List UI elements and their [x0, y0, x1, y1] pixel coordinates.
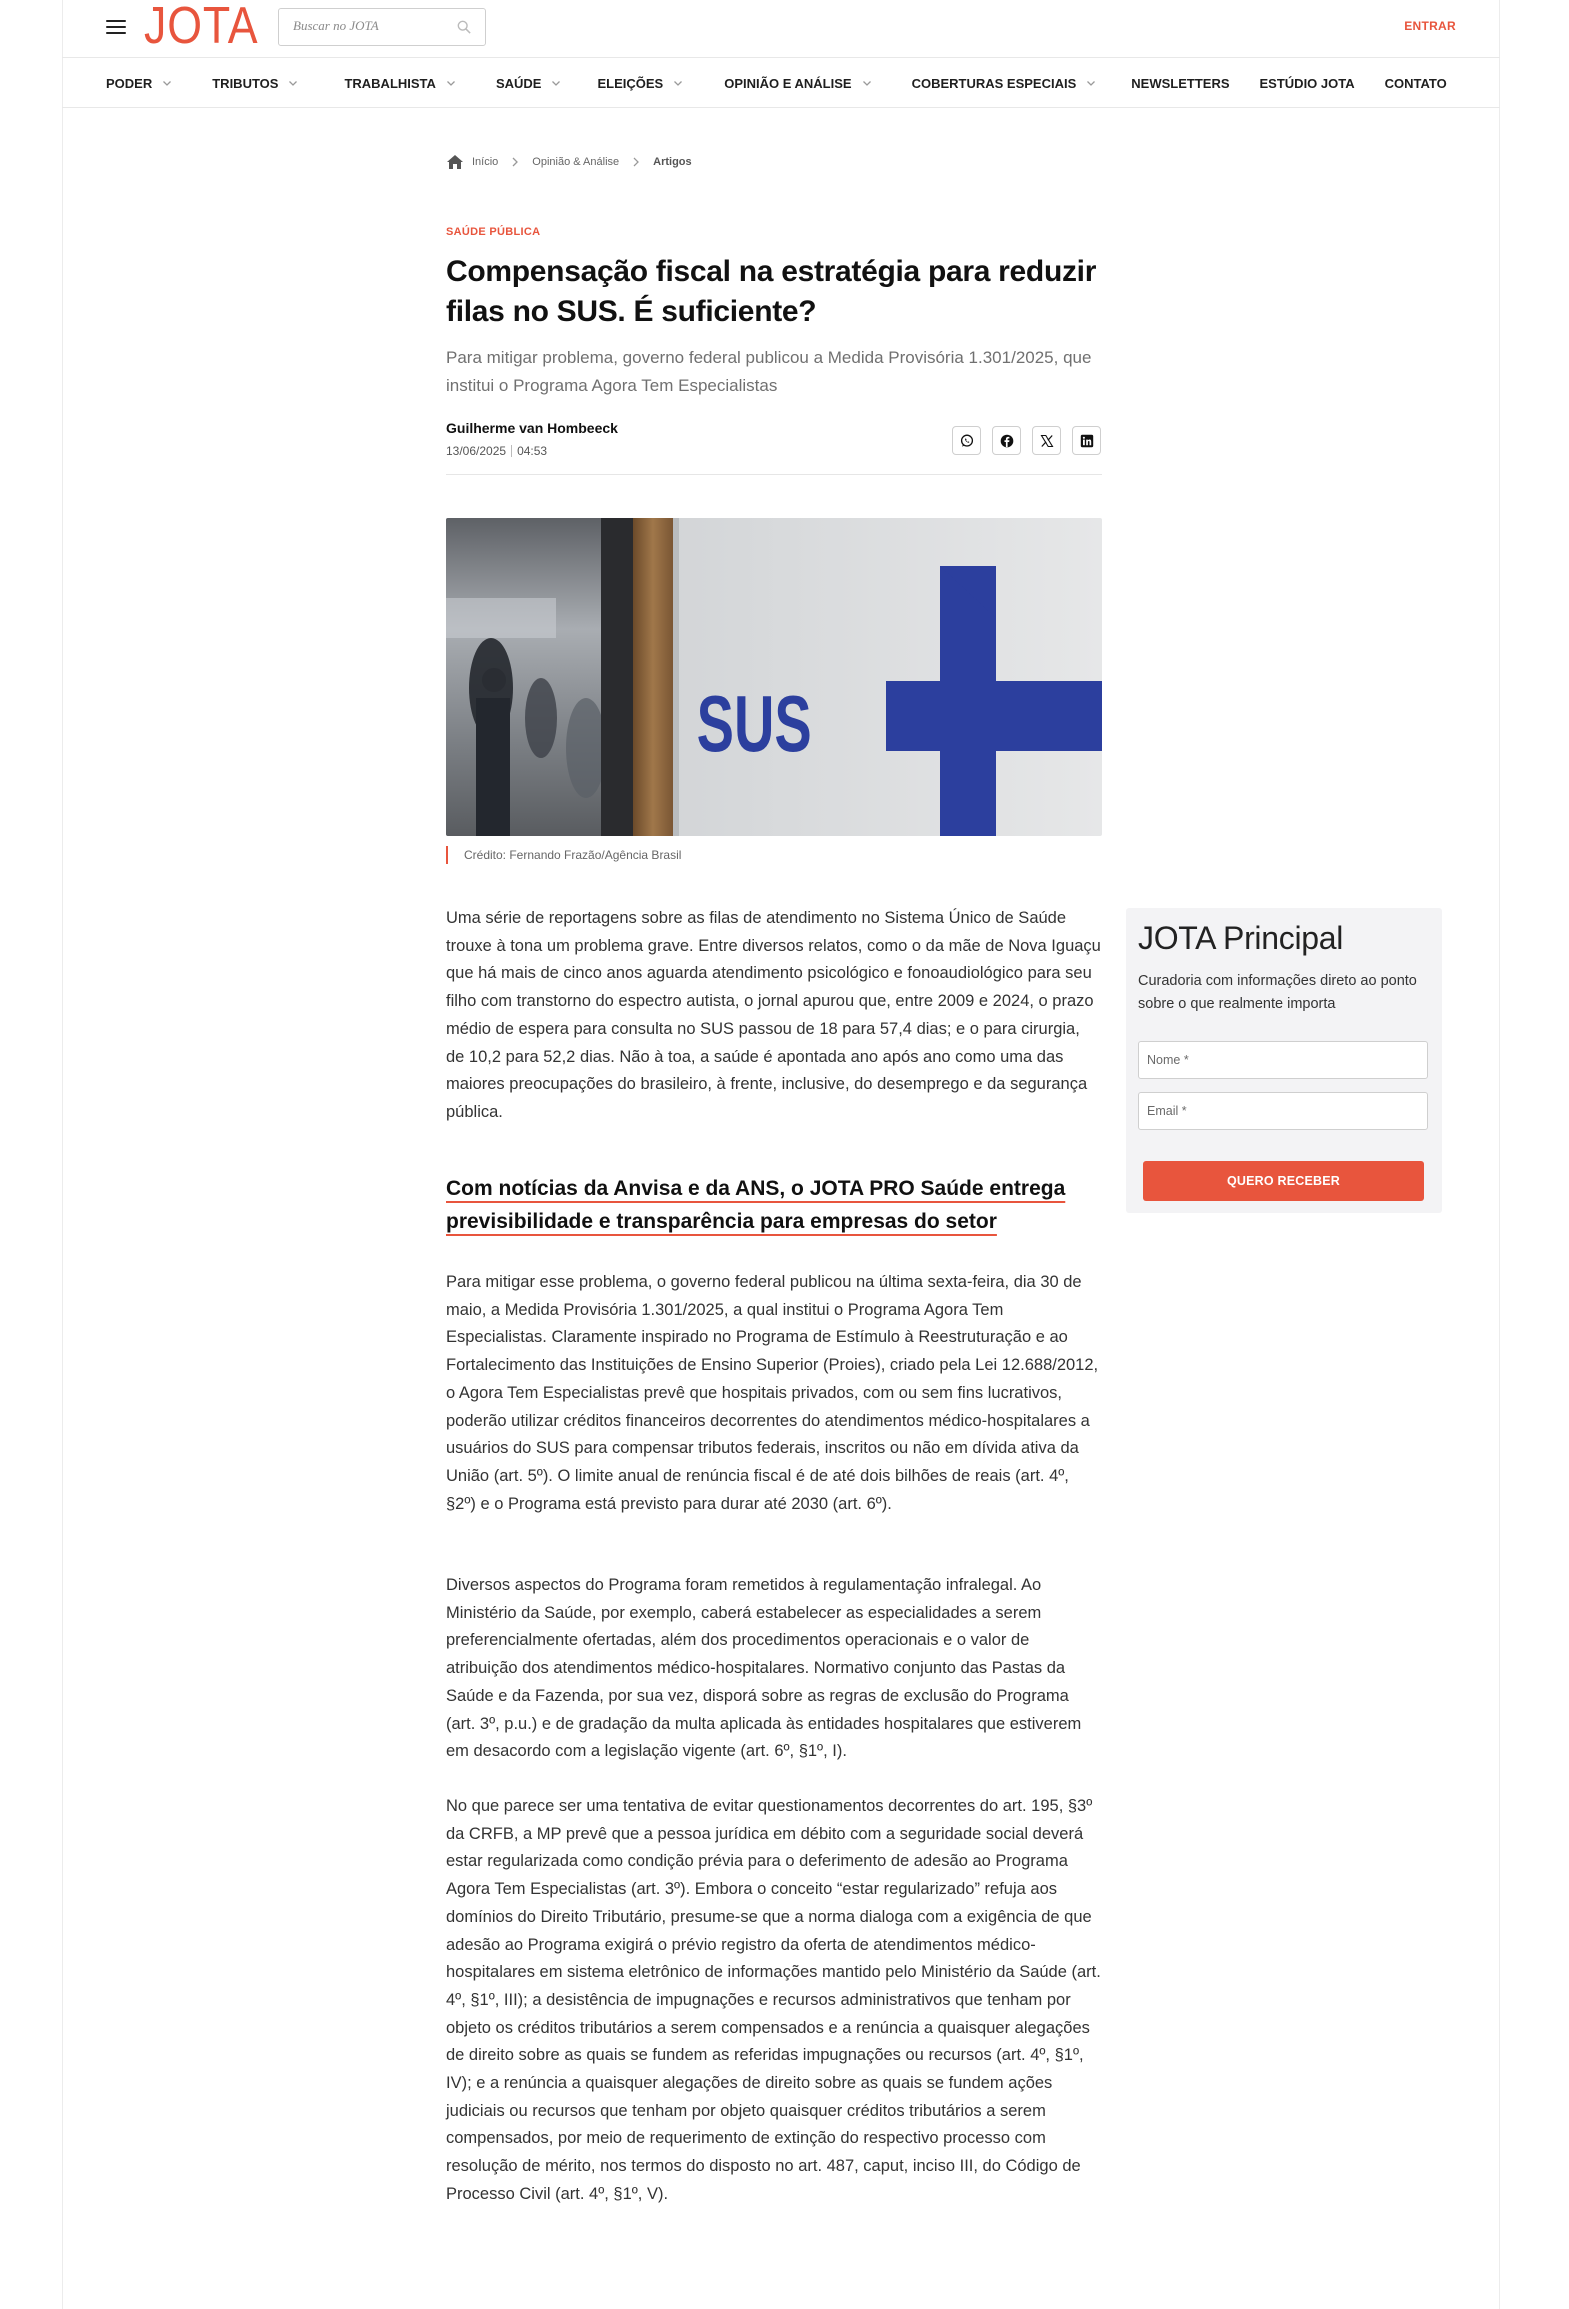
nav-item[interactable]: [724, 76, 871, 91]
nav-item-label: TRABALHISTA: [344, 75, 436, 91]
article-paragraph: Diversos aspectos do Programa foram remetidos à regulamentação infralegal. Ao Ministério da Saúde, por exemplo, caberá estabelecer as especialidades a serem preferencialmente ofertadas, além dos procedimentos operacionais e o valor de atribuição dos atendimentos médico-hospitalares. Normativo conjunto das Pastas da Saúde e da Fazenda, por sua vez, disporá sobre as regras de exclusão do Programa (art. 3º, p.u.) e de gradação da multa aplicada às entidades hospitalares que estiverem em desacordo com a legislação vigente (art. 6º, §1º, I).: [446, 1576, 1082, 1761]
share-whatsapp-button[interactable]: [952, 426, 981, 455]
chevron-down-icon: [1086, 78, 1096, 88]
breadcrumb-home[interactable]: Início: [472, 156, 499, 168]
linkedin-icon: [1080, 434, 1094, 448]
nav-list: [106, 58, 1447, 108]
home-icon[interactable]: [446, 154, 464, 170]
share-facebook-button[interactable]: [992, 426, 1021, 455]
site-logo[interactable]: JOTA: [144, 0, 259, 55]
newsletter-title: JOTA Principal: [1138, 920, 1344, 956]
article-title: Compensação fiscal na estratégia para reduzir filas no SUS. É suficiente?: [446, 255, 1097, 328]
nav-item[interactable]: [496, 76, 562, 91]
promo-link-text[interactable]: Com notícias da Anvisa e da ANS, o JOTA PRO Saúde entrega previsibilidade e transparência para empresas do setor: [446, 1177, 1066, 1233]
site-header: [62, 0, 1500, 58]
promo-link[interactable]: [446, 1172, 1102, 1238]
publish-date: 13/06/2025: [446, 444, 507, 458]
nav-item-label: CONTATO: [1384, 75, 1447, 91]
facebook-icon: [1000, 434, 1014, 448]
article-author[interactable]: Guilherme van Hombeeck: [446, 420, 618, 436]
newsletter-description: Curadoria com informações direto ao ponto sobre o que realmente importa: [1138, 973, 1417, 1012]
nav-item-label: OPINIÃO E ANÁLISE: [724, 75, 852, 91]
chevron-down-icon: [673, 78, 683, 88]
header-divider: [446, 474, 1102, 475]
breadcrumb-section[interactable]: Opinião & Análise: [532, 156, 620, 168]
nav-item-label: NEWSLETTERS: [1131, 75, 1230, 91]
x-icon: [1040, 434, 1054, 448]
whatsapp-icon: [960, 434, 974, 448]
chevron-right-icon: [631, 157, 641, 167]
nav-item-label: SAÚDE: [495, 75, 542, 91]
chevron-down-icon: [446, 78, 456, 88]
main-nav: [62, 58, 1500, 108]
share-x-button[interactable]: [1032, 426, 1061, 455]
search-icon[interactable]: [457, 20, 471, 34]
hero-image: [446, 518, 1102, 836]
nav-item[interactable]: [1385, 76, 1447, 91]
nav-item[interactable]: [1131, 76, 1229, 91]
nav-item[interactable]: [106, 76, 172, 91]
nav-item[interactable]: [212, 76, 298, 91]
article-kicker[interactable]: SAÚDE PÚBLICA: [446, 226, 541, 238]
search-box[interactable]: [278, 8, 486, 46]
nav-item-label: PODER: [106, 75, 153, 91]
chevron-down-icon: [551, 78, 561, 88]
article-paragraph: Uma série de reportagens sobre as filas de atendimento no Sistema Único de Saúde trouxe à tona um problema grave. Entre diversos relatos, como o da mãe de Nova Iguaçu que há mais de cinco anos aguarda atendimento psicológico e fonoaudiológico para seu filho com transtorno do espectro autista, o jornal apurou que, entre 2009 e 2024, o prazo médio de espera para consulta no SUS passou de 18 para 57,4 dias; e o para cirurgia, de 10,2 para 52,2 dias. Não à toa, a saúde é apontada ano após ano como uma das maiores preocupações do brasileiro, à frente, inclusive, do desemprego e da segurança pública.: [446, 909, 1101, 1121]
chevron-down-icon: [288, 78, 298, 88]
nav-item-label: ESTÚDIO JOTA: [1259, 75, 1355, 91]
sus-logo-text: SUS: [696, 678, 812, 769]
menu-icon[interactable]: [106, 20, 126, 35]
chevron-right-icon: [510, 157, 520, 167]
image-caption: Crédito: Fernando Frazão/Agência Brasil: [446, 846, 1102, 864]
article-subtitle: Para mitigar problema, governo federal publicou a Medida Provisória 1.301/2025, que institui o Programa Agora Tem Especialistas: [446, 348, 1092, 395]
nav-item-label: COBERTURAS ESPECIAIS: [911, 75, 1077, 91]
chevron-down-icon: [162, 78, 172, 88]
article-paragraph: Para mitigar esse problema, o governo federal publicou na última sexta-feira, dia 30 de maio, a Medida Provisória 1.301/2025, a qual institui o Programa Agora Tem Especialistas. Claramente inspirado no Programa de Estímulo à Reestruturação e ao Fortalecimento das Instituições de Ensino Superior (Proies), criado pela Lei 12.688/2012, o Agora Tem Especialistas prevê que hospitais privados, com ou sem fins lucrativos, poderão utilizar créditos financeiros decorrentes do atendimentos médico-hospitalares a usuários do SUS para compensar tributos federais, inscritos ou não em dívida ativa da União (art. 5º). O limite anual de renúncia fiscal é de até dois bilhões de reais (art. 4º, §2º) e o Programa está previsto para durar até 2030 (art. 6º).: [446, 1273, 1099, 1513]
nav-item[interactable]: [1260, 76, 1355, 91]
login-link[interactable]: ENTRAR: [1404, 19, 1456, 33]
publish-time: 04:53: [517, 444, 548, 458]
chevron-down-icon: [862, 78, 872, 88]
share-buttons: [952, 426, 1102, 455]
article-paragraph: No que parece ser uma tentativa de evitar questionamentos decorrentes do art. 195, §3º da CRFB, a MP prevê que a pessoa jurídica em débito com a seguridade social deverá estar regularizada como condição prévia para o deferimento de adesão ao Programa Agora Tem Especialistas (art. 3º). Embora o conceito “estar regularizado” refuja aos domínios do Direito Tributário, presume-se que a norma dialoga com a exigência de que adesão ao Programa exigirá o prévio registro da oferta de atendimentos médico-hospitalares em sistema eletrônico de informações mantido pelo Ministério da Saúde (art. 4º, §1º, III); a desistência de impugnações e recursos administrativos que tenham por objeto os créditos tributários a serem compensados e a renúncia a quaisquer alegações de direito sobre as quais se fundem as referidas impugnações ou recursos (art. 4º, §1º, IV); e a renúncia a quaisquer alegações de direito sobre as quais se fundem ações judiciais ou recursos que tenham por objeto quaisquer créditos tributários a serem compensados, por meio de requerimento de extinção do respectivo processo com resolução de mérito, nos termos do disposto no art. 487, caput, inciso III, do Código de Processo Civil (art. 4º, §1º, V).: [446, 1797, 1101, 2203]
share-linkedin-button[interactable]: [1072, 426, 1101, 455]
nav-item[interactable]: [912, 76, 1097, 91]
search-input[interactable]: [293, 18, 453, 34]
subscribe-button[interactable]: QUERO RECEBER: [1143, 1161, 1424, 1201]
email-field[interactable]: [1138, 1092, 1428, 1130]
breadcrumb: [446, 152, 1102, 172]
nav-item[interactable]: [344, 76, 455, 91]
nav-item-label: TRIBUTOS: [212, 75, 279, 91]
breadcrumb-current[interactable]: Artigos: [653, 156, 692, 168]
newsletter-signup: [1126, 908, 1442, 1213]
date-divider: [511, 445, 512, 457]
nav-item[interactable]: [597, 76, 683, 91]
nav-item-label: ELEIÇÕES: [597, 75, 664, 91]
name-field[interactable]: [1138, 1041, 1428, 1079]
sus-photo: [446, 518, 1102, 836]
